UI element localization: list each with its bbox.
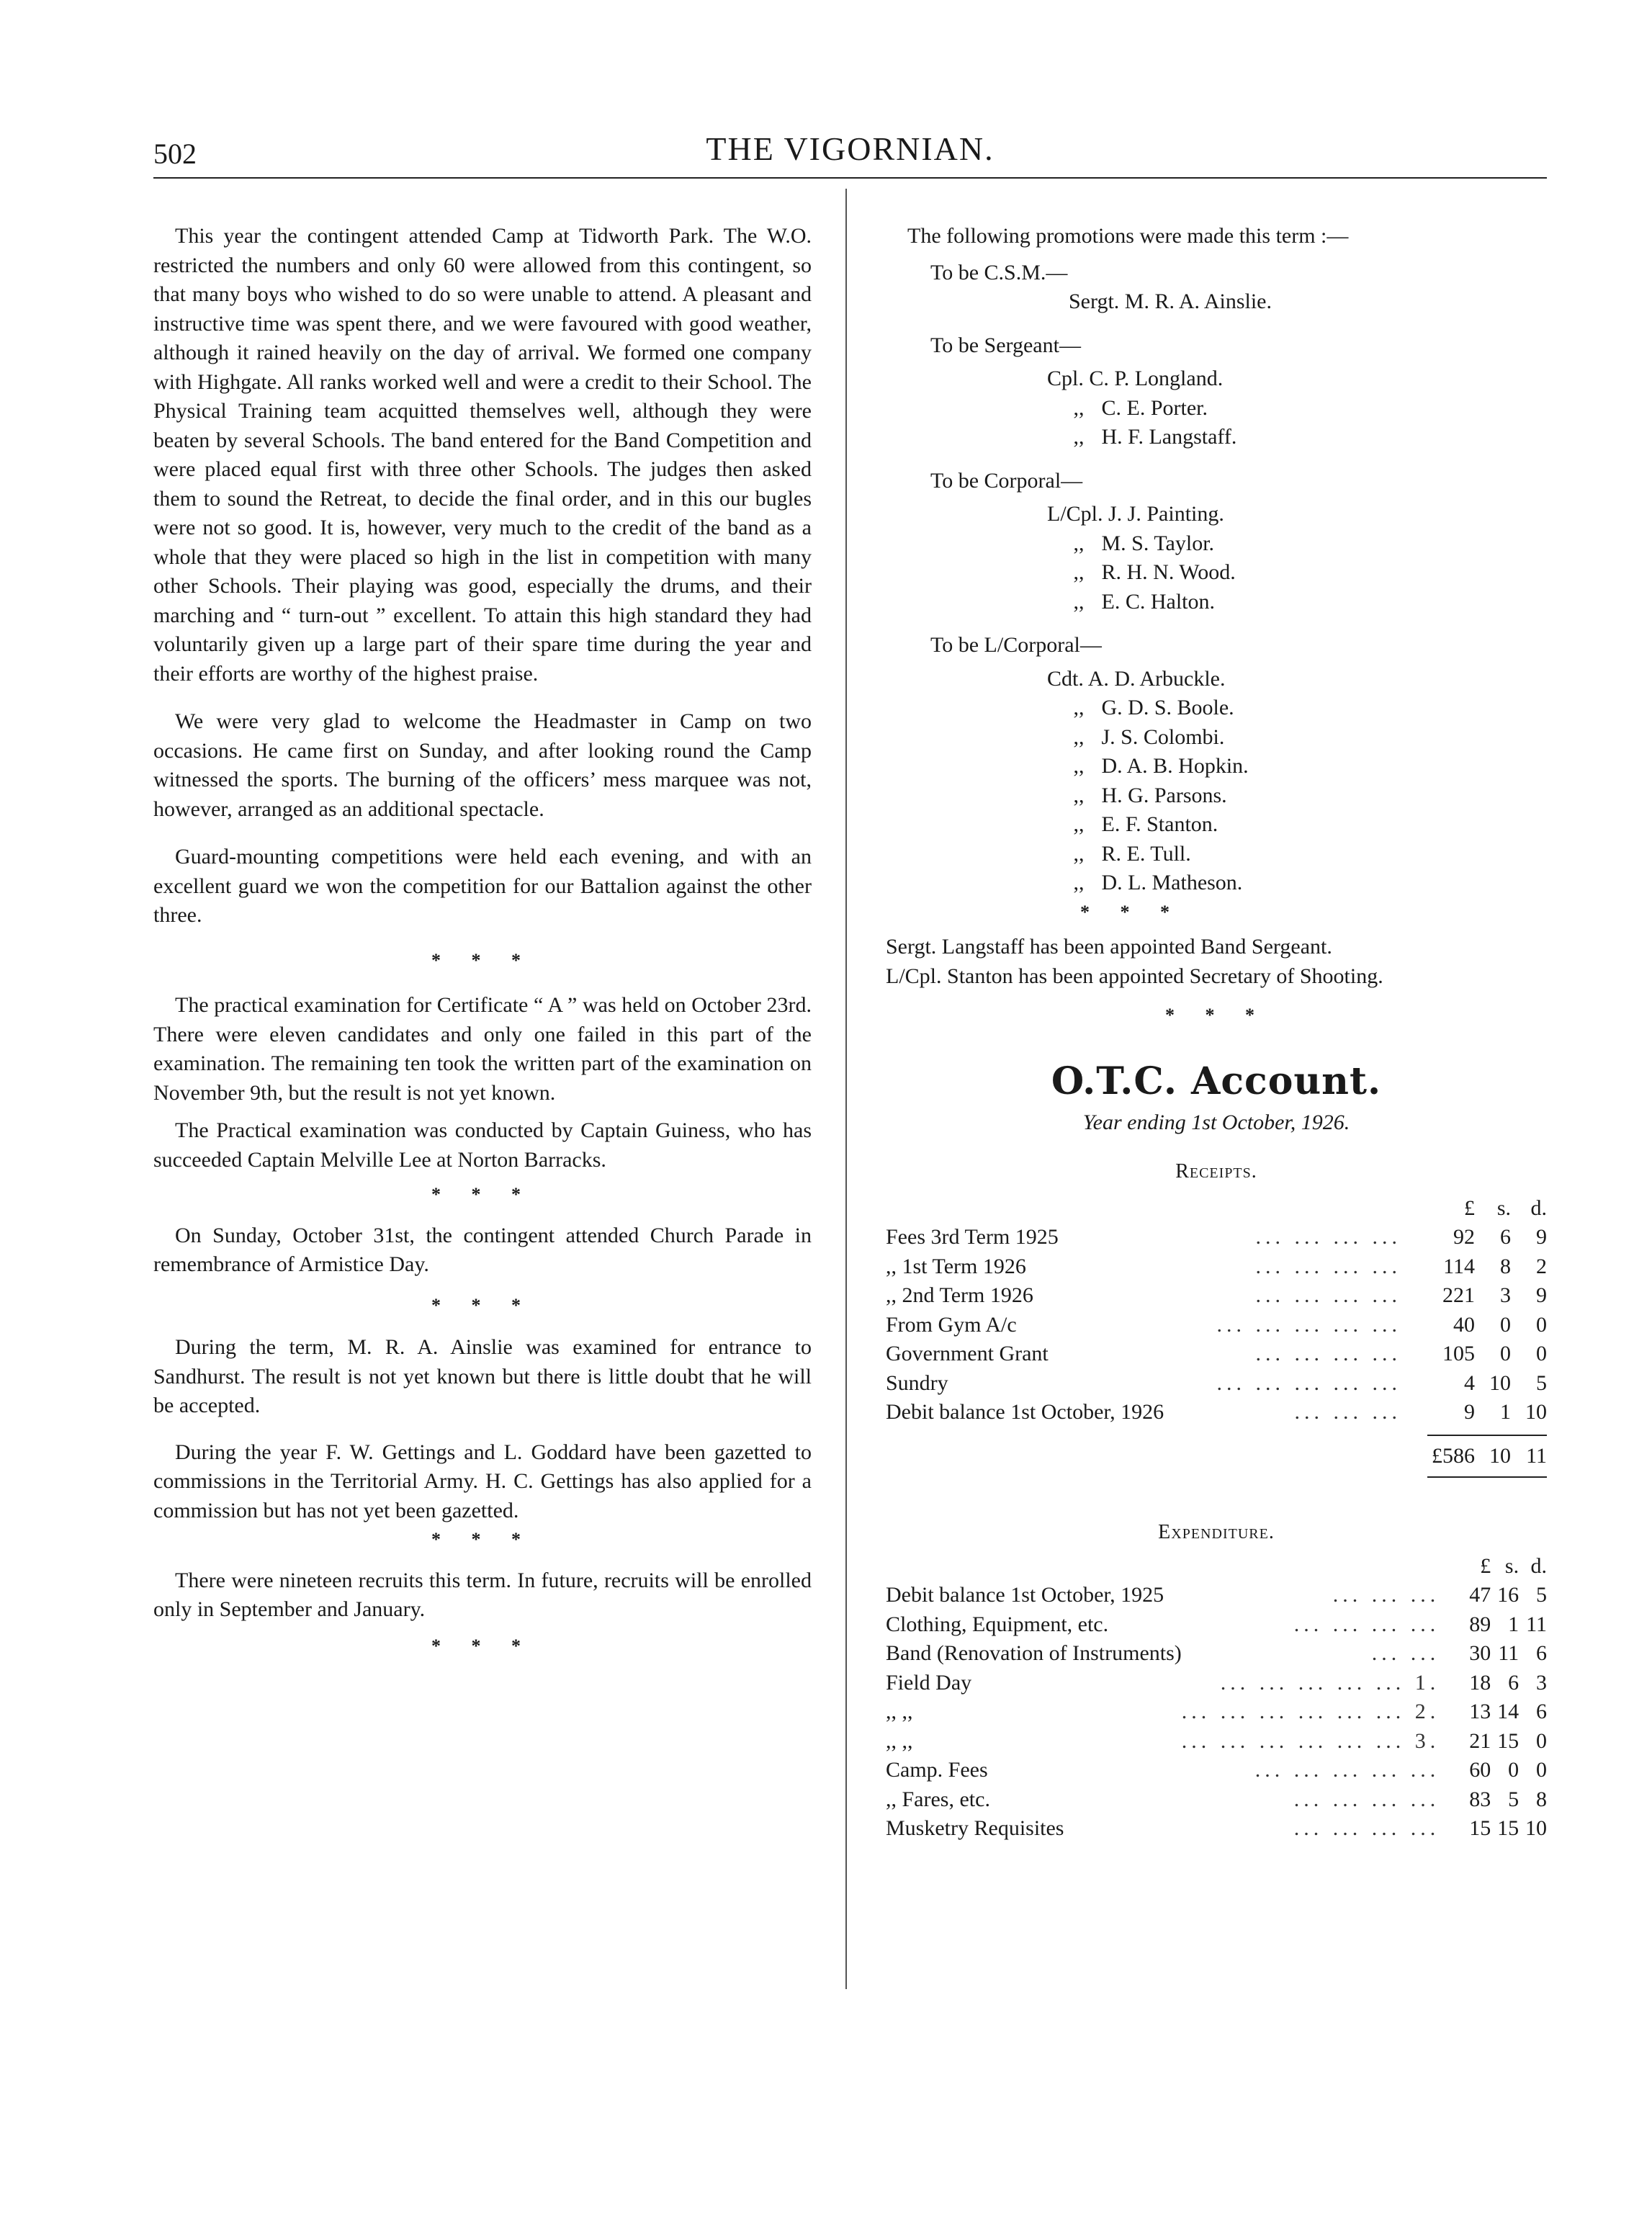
- receipts-total-row: [886, 1436, 1547, 1477]
- entry-label: Clothing, Equipment, etc.: [886, 1612, 1109, 1636]
- receipts-table: [886, 1194, 1547, 1427]
- entry-label: ,, 1st Term 1926: [886, 1254, 1026, 1278]
- account-title: O.T.C. Account.: [1051, 1059, 1382, 1103]
- paragraph-recruits: There were nineteen recruits this term. In future, recruits will be enrolled only in September and January.: [153, 1568, 812, 1621]
- entry-label: From Gym A/c: [886, 1312, 1017, 1337]
- amount-shillings: 1: [1500, 1400, 1511, 1424]
- pence-header: d.: [1530, 1553, 1547, 1578]
- expenditure-row: [886, 1785, 1547, 1815]
- receipts-rows: [886, 1223, 1547, 1427]
- leader-dots: ... ... ...: [1332, 1583, 1440, 1607]
- note-secretary-shooting: L/Cpl. Stanton has been appointed Secretary of Shooting.: [886, 964, 1383, 988]
- ditto-mark: ,,: [1073, 425, 1085, 449]
- expenditure-row: [886, 1814, 1547, 1844]
- promotion-entry: ,, D. A. B. Hopkin.: [886, 752, 1547, 781]
- lcorporal-heading: To be L/Corporal—: [930, 633, 1102, 657]
- promotion-entry: ,, C. E. Porter.: [886, 394, 1547, 423]
- leader-dots: ... ... ... ...: [1255, 1225, 1401, 1249]
- paragraph-practical-exam: The Practical examination was conducted by Captain Guiness, who has succeeded Captain Melville Lee at Norton Barracks.: [153, 1118, 812, 1172]
- section-break-stars: * * *: [1165, 1005, 1267, 1026]
- amount-pounds: 15: [1469, 1816, 1491, 1840]
- expenditure-row: [886, 1581, 1547, 1610]
- promotion-entry: ,, H. G. Parsons.: [886, 781, 1547, 811]
- total-pence: 11: [1526, 1443, 1547, 1468]
- section-break-stars: * * *: [431, 1184, 534, 1205]
- account-subtitle: Year ending 1st October, 1926.: [1082, 1110, 1350, 1134]
- pounds-symbol: £: [1480, 1553, 1491, 1578]
- promotion-entry: Cdt. A. D. Arbuckle.: [1047, 666, 1226, 691]
- leader-dots: ... ... ... ... ...: [1216, 1312, 1401, 1337]
- expenditure-heading: Expenditure.: [1158, 1521, 1275, 1543]
- paragraph-camp: This year the contingent attended Camp at Tidworth Park. The W.O. restricted the numbers and only 60 were allowed from this contingent, so that many boys who wished to do so were unable to attend. A pleasant and instructive time was spent there, and we were favoured with good weather, although it rained heavily on the day of arrival. We formed one company with Highgate. All ranks worked well and were a credit to their School. The Physical Training team acquitted themselves well, although they were beaten by several Schools. The band entered for the Band Competition and were placed equal first with three other Schools. The judges then asked them to sound the Retreat, to decide the final order, and in this our bugles were not so good. It is, however, very much to the credit of the band as a whole that they were placed so high in the list in competition with many other Schools. Their playing was good, especially the drums, and their marching and “ turn-out ” excellent. To attain this high standard they had voluntarily given up a large part of their spare time during the year and their efforts are worthy of the highest praise.: [153, 224, 812, 686]
- receipt-row: [886, 1252, 1547, 1282]
- amount-pounds: 9: [1464, 1400, 1475, 1424]
- amount-shillings: 16: [1497, 1583, 1519, 1607]
- ditto-mark: ,,: [1073, 589, 1085, 614]
- amount-pounds: 18: [1469, 1670, 1491, 1695]
- amount-pounds: 89: [1469, 1612, 1491, 1636]
- leader-dots: ... ... ... ... ...: [1216, 1370, 1401, 1395]
- shillings-header: s.: [1504, 1553, 1519, 1578]
- ditto-mark: ,,: [1073, 871, 1085, 894]
- amount-pounds: 13: [1469, 1700, 1491, 1723]
- entry-label: Musketry Requisites: [886, 1816, 1064, 1840]
- ditto-mark: ,,: [1073, 560, 1085, 584]
- amount-shillings: 3: [1500, 1283, 1511, 1307]
- amount-pence: 5: [1536, 1583, 1547, 1607]
- paragraph-headmaster: We were very glad to welcome the Headmaster in Camp on two occasions. He came first on Sunday, and after looking round the Camp witnessed the sports. The burning of the officers’ mess marquee was not, however, arranged as an additional spectacle.: [153, 709, 812, 821]
- expenditure-row: [886, 1756, 1547, 1785]
- amount-pounds: 40: [1453, 1312, 1475, 1337]
- amount-pounds: 105: [1442, 1342, 1475, 1365]
- leader-dots: ... ... ... ... ... ... 3.: [1181, 1728, 1440, 1753]
- amount-shillings: 8: [1500, 1254, 1511, 1278]
- csm-list: [886, 287, 1547, 317]
- right-column: [886, 222, 1547, 1844]
- receipt-row: [886, 1311, 1547, 1340]
- amount-pence: 0: [1536, 1342, 1547, 1365]
- promotion-entry: Cpl. C. P. Longland.: [1047, 367, 1224, 390]
- leader-dots: ... ... ... ...: [1255, 1283, 1401, 1307]
- amount-pence: 0: [1536, 1312, 1547, 1337]
- amount-pence: 0: [1536, 1728, 1547, 1753]
- entry-label: Band (Renovation of Instruments): [886, 1641, 1182, 1665]
- expenditure-row: [886, 1727, 1547, 1756]
- column-divider: [845, 189, 847, 1989]
- entry-label: Fees 3rd Term 1925: [886, 1225, 1059, 1249]
- header-rule: [153, 177, 1547, 179]
- pence-header: d.: [1530, 1195, 1547, 1220]
- page-number: 502: [153, 138, 197, 170]
- amount-pounds: 30: [1469, 1641, 1491, 1665]
- expenditure-row: [886, 1639, 1547, 1669]
- amount-shillings: 15: [1497, 1816, 1519, 1840]
- leader-dots: ... ... ... ... ... 1.: [1220, 1670, 1440, 1695]
- amount-pounds: 92: [1453, 1225, 1475, 1249]
- receipt-row: [886, 1223, 1547, 1252]
- amount-shillings: 1: [1508, 1612, 1519, 1636]
- amount-shillings: 0: [1500, 1342, 1511, 1365]
- expenditure-row: [886, 1697, 1547, 1727]
- ditto-mark: ,,: [1073, 395, 1085, 420]
- paragraph-sandhurst: During the term, M. R. A. Ainslie was examined for entrance to Sandhurst. The result is not yet known but there is little doubt that he will be accepted.: [153, 1335, 812, 1417]
- section-break-stars: * * *: [431, 949, 534, 971]
- entry-label: ,, 2nd Term 1926: [886, 1283, 1033, 1307]
- leader-dots: ... ... ... ...: [1293, 1612, 1440, 1636]
- amount-shillings: 14: [1497, 1700, 1519, 1723]
- receipt-row: [886, 1281, 1547, 1311]
- ditto-mark: ,,: [1073, 812, 1085, 836]
- leader-dots: ... ... ... ... ...: [1254, 1758, 1440, 1782]
- paragraph-commissions: During the year F. W. Gettings and L. Goddard have been gazetted to commissions in the Territorial Army. H. C. Gettings has also applied for a commission but has not yet been gazetted.: [153, 1440, 812, 1522]
- csm-heading: To be C.S.M.—: [930, 260, 1068, 284]
- promotions-intro: The following promotions were made this term :—: [907, 224, 1349, 248]
- receipt-row: [886, 1369, 1547, 1399]
- leader-dots: ... ... ... ...: [1293, 1787, 1440, 1811]
- corporal-heading: To be Corporal—: [930, 468, 1083, 493]
- leader-dots: ... ... ...: [1294, 1400, 1401, 1424]
- currency-header-row: [886, 1552, 1547, 1581]
- section-break-stars: * * *: [431, 1294, 534, 1316]
- amount-pence: 6: [1536, 1641, 1547, 1665]
- amount-pounds: 47: [1469, 1583, 1491, 1607]
- promotion-entry: ,, M. S. Taylor.: [886, 529, 1547, 559]
- paragraph-armistice: On Sunday, October 31st, the contingent attended Church Parade in remembrance of Armistice Day.: [153, 1223, 812, 1276]
- amount-shillings: 15: [1497, 1728, 1519, 1753]
- entry-label: Camp. Fees: [886, 1758, 988, 1782]
- amount-pence: 8: [1536, 1787, 1547, 1811]
- amount-pence: 5: [1536, 1370, 1547, 1395]
- amount-pounds: 60: [1469, 1758, 1491, 1782]
- ditto-mark: ,,: [1073, 531, 1085, 555]
- amount-shillings: 0: [1508, 1758, 1519, 1782]
- ditto-mark: ,,: [1073, 724, 1085, 749]
- amount-shillings: 6: [1500, 1225, 1511, 1249]
- leader-dots: ... ... ... ... ... ... 2.: [1181, 1700, 1440, 1723]
- promotion-entry: ,, H. F. Langstaff.: [886, 423, 1547, 452]
- amount-pence: 9: [1536, 1283, 1547, 1307]
- leader-dots: ... ... ... ...: [1255, 1342, 1401, 1365]
- receipts-total-table: [886, 1436, 1547, 1477]
- leader-dots: ... ... ... ...: [1293, 1816, 1440, 1840]
- currency-header-row: [886, 1194, 1547, 1224]
- amount-shillings: 5: [1508, 1787, 1519, 1811]
- section-break-stars: * * *: [431, 1635, 534, 1656]
- sergeant-heading: To be Sergeant—: [930, 333, 1081, 357]
- expenditure-row: [886, 1669, 1547, 1698]
- entry-label: Sundry: [886, 1370, 948, 1395]
- promotion-entry: ,, J. S. Colombi.: [886, 723, 1547, 753]
- promotion-entry: ,, R. H. N. Wood.: [886, 558, 1547, 588]
- paragraph-guard-mounting: Guard-mounting competitions were held each evening, and with an excellent guard we won the competition for our Battalion against the other three.: [153, 845, 812, 927]
- corporal-list: [886, 500, 1547, 616]
- promotion-entry: ,, R. E. Tull.: [886, 840, 1547, 869]
- expenditure-table: [886, 1552, 1547, 1844]
- amount-pounds: 4: [1464, 1370, 1475, 1395]
- amount-pounds: 114: [1443, 1254, 1475, 1278]
- entry-label: ,, Fares, etc.: [886, 1787, 990, 1811]
- entry-label: ,, ,,: [886, 1700, 913, 1723]
- promotion-entry: Sergt. M. R. A. Ainslie.: [1069, 290, 1272, 313]
- expenditure-row: [886, 1610, 1547, 1640]
- amount-pence: 9: [1536, 1225, 1547, 1249]
- receipt-row: [886, 1398, 1547, 1427]
- sergeant-list: [886, 364, 1547, 452]
- amount-pence: 10: [1525, 1816, 1547, 1840]
- entry-label: Debit balance 1st October, 1925: [886, 1583, 1164, 1607]
- total-pounds: £586: [1432, 1443, 1475, 1468]
- total-shillings: 10: [1489, 1443, 1511, 1468]
- amount-pence: 10: [1525, 1400, 1547, 1424]
- ditto-mark: ,,: [1073, 841, 1085, 866]
- receipts-heading: Receipts.: [1175, 1160, 1257, 1183]
- promotion-entry: ,, E. C. Halton.: [886, 588, 1547, 617]
- amount-pence: 2: [1536, 1254, 1547, 1278]
- expenditure-rows: [886, 1581, 1547, 1844]
- amount-pounds: 83: [1469, 1787, 1491, 1811]
- amount-pence: 0: [1536, 1758, 1547, 1782]
- pounds-symbol: £: [1464, 1195, 1475, 1220]
- amount-pence: 6: [1536, 1700, 1547, 1723]
- entry-label: Debit balance 1st October, 1926: [886, 1400, 1164, 1424]
- amount-shillings: 6: [1508, 1670, 1519, 1695]
- note-band-sergeant: Sergt. Langstaff has been appointed Band Sergeant.: [886, 935, 1332, 959]
- left-column: [153, 222, 812, 1661]
- promotion-entry: L/Cpl. J. J. Painting.: [1047, 502, 1224, 526]
- entry-label: Field Day: [886, 1670, 972, 1695]
- amount-pounds: 221: [1442, 1283, 1475, 1307]
- page-header: [153, 130, 1547, 177]
- amount-pounds: 21: [1469, 1728, 1491, 1753]
- running-title: THE VIGORNIAN.: [706, 130, 995, 167]
- amount-shillings: 0: [1500, 1312, 1511, 1337]
- ditto-mark: ,,: [1073, 696, 1085, 719]
- paragraph-certificate-a: The practical examination for Certificate “ A ” was held on October 23rd. There were eleven candidates and only one failed in this part of the examination. The remaining ten took the written part of the examination on November 9th, but the result is not yet known.: [153, 993, 812, 1105]
- promotion-entry: ,, G. D. S. Boole.: [886, 694, 1547, 723]
- receipt-row: [886, 1340, 1547, 1369]
- entry-label: Government Grant: [886, 1342, 1049, 1365]
- amount-pence: 11: [1526, 1612, 1547, 1636]
- promotion-entry: ,, E. F. Stanton.: [886, 810, 1547, 840]
- amount-shillings: 11: [1498, 1641, 1519, 1665]
- section-break-stars: * * *: [1080, 901, 1182, 923]
- leader-dots: ... ... ... ...: [1255, 1254, 1401, 1278]
- promotion-entry: ,, D. L. Matheson.: [886, 869, 1547, 898]
- ditto-mark: ,,: [1073, 783, 1085, 807]
- amount-shillings: 10: [1489, 1370, 1511, 1395]
- lcorporal-list: [886, 665, 1547, 898]
- leader-dots: ... ...: [1371, 1641, 1440, 1665]
- section-break-stars: * * *: [431, 1529, 534, 1550]
- entry-label: ,, ,,: [886, 1728, 913, 1753]
- ditto-mark: ,,: [1073, 754, 1085, 778]
- amount-pence: 3: [1536, 1670, 1547, 1695]
- shillings-header: s.: [1496, 1195, 1511, 1220]
